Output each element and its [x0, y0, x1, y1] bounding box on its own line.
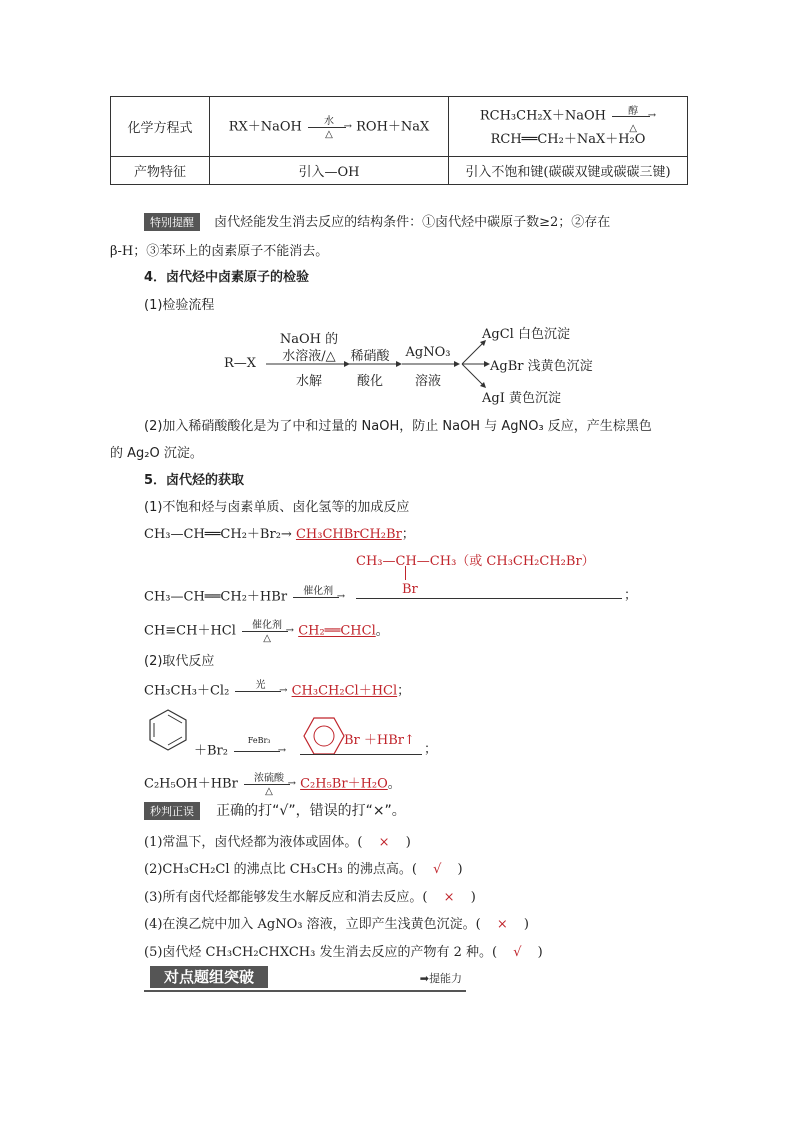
eq1-end: ； — [401, 527, 415, 542]
eq2-answer-top: CH₃—CH—CH₃（或 CH₃CH₂CH₂Br） — [356, 554, 595, 569]
banner-right-label: 提能力 — [429, 972, 462, 985]
eq3-end: 。 — [375, 623, 389, 639]
flow-start: R—X — [224, 356, 257, 371]
equation-table — [110, 96, 688, 185]
judge-item-text: (4)在溴乙烷中加入 AgNO₃ 溶液，立即产生浅黄色沉淀。( — [144, 917, 481, 932]
elim-reactants: RCH₃CH₂X＋NaOH — [479, 108, 606, 123]
arrow-cond-bot: △ — [263, 633, 271, 644]
eq3-left: CH≡CH＋HCl — [144, 623, 236, 639]
section-4-sub2-line2: 的 Ag₂O 沉淀。 — [110, 446, 203, 461]
sub-products: ROH＋NaX — [356, 119, 430, 134]
row-label-product: 产物特征 — [111, 157, 210, 185]
judge-close: ) — [457, 862, 463, 877]
eq6-end: 。 — [387, 776, 401, 792]
judge-item — [144, 858, 463, 877]
section-4-heading: 4．卤代烃中卤素原子的检验 — [144, 270, 310, 285]
banner-title: 对点题组突破 — [150, 966, 268, 988]
flow-step2-bot: 酸化 — [356, 374, 383, 389]
row-label-equation: 化学方程式 — [111, 97, 210, 157]
eq6-left: C₂H₅OH＋HBr — [144, 776, 238, 792]
judge-instruction: 正确的打“√”，错误的打“×”。 — [216, 803, 406, 819]
eq4-answer: CH₃CH₂Cl＋HCl — [291, 683, 398, 699]
arrow-cond-bot: △ — [265, 786, 273, 797]
eq5-mid: ＋Br₂ — [194, 743, 228, 759]
judge-item-text: (5)卤代烃 CH₃CH₂CHXCH₃ 发生消去反应的产物有 2 种。( — [144, 945, 498, 960]
judge-mark: × — [378, 835, 390, 850]
arrow-cond-top: 催化剂 — [303, 586, 334, 597]
equation-5 — [194, 738, 286, 764]
tip-line-2: β-H；③苯环上的卤素原子不能消去。 — [110, 244, 329, 259]
eq2-end: ； — [624, 588, 638, 603]
reaction-arrow: 光 → — [233, 678, 287, 704]
eq4-left: CH₃CH₃＋Cl₂ — [144, 683, 230, 699]
judge-header — [144, 800, 406, 820]
eq1-answer: CH₃CHBrCH₂Br — [295, 527, 402, 542]
flow-out-agi: AgI 黄色沉淀 — [482, 391, 561, 406]
elimination-equation — [449, 97, 688, 157]
substitution-equation — [210, 97, 449, 157]
section-4-sub2-line1: (2)加入稀硝酸酸化是为了中和过量的 NaOH，防止 NaOH 与 AgNO₃ 反应，产生棕黑色 — [144, 419, 652, 434]
reaction-arrow: 浓硫酸 → △ — [242, 771, 296, 797]
eq6-answer: C₂H₅Br＋H₂O — [300, 776, 388, 792]
flow-step2-top: 稀硝酸 — [350, 349, 390, 364]
judge-close: ) — [470, 890, 476, 905]
flow-out-agbr: AgBr 浅黄色沉淀 — [490, 359, 593, 374]
section-banner — [144, 966, 466, 992]
arrow-cond-top: FeBr₃ — [247, 736, 271, 745]
eq1-left: CH₃—CH══CH₂＋Br₂ — [144, 527, 281, 542]
sub-reactants: RX＋NaOH — [228, 119, 302, 134]
banner-right — [420, 970, 462, 986]
flow-step3-top: AgNO₃ — [405, 345, 451, 360]
arrow-cond-top: 光 — [255, 680, 266, 691]
eq4-end: ； — [397, 683, 411, 699]
flow-out-agcl: AgCl 白色沉淀 — [482, 327, 570, 342]
flow-arrows — [262, 330, 492, 400]
flow-step1-bot: 水解 — [295, 374, 322, 389]
tip-tag: 特别提醒 — [144, 213, 200, 231]
flow-step1-top1: NaOH 的 — [279, 332, 339, 347]
benzene-ring-icon — [146, 708, 190, 752]
judge-item-text: (1)常温下，卤代烃都为液体或固体。( — [144, 835, 363, 850]
judge-mark: √ — [433, 862, 442, 877]
arrow-cond-top: 催化剂 — [252, 620, 283, 631]
eq5-answer: Br ＋HBr↑ — [344, 733, 415, 748]
eq3-answer: CH₂══CHCl — [298, 623, 376, 639]
judge-mark: √ — [513, 945, 522, 960]
tip-text: 卤代烃能发生消去反应的结构条件：①卤代烃中碳原子数≥2；②存在 — [214, 215, 611, 230]
equation-2 — [144, 584, 345, 610]
sub-feature: 引入—OH — [210, 157, 449, 185]
arrow-right-icon: ➡ — [419, 972, 429, 985]
reaction-arrow: 催化剂 → △ — [240, 618, 294, 644]
elim-feature: 引入不饱和键(碳碳双键或碳碳三键) — [449, 157, 688, 185]
judge-item — [144, 831, 411, 850]
judge-item — [144, 913, 529, 932]
judge-close: ) — [523, 917, 529, 932]
eq2-answer-line — [356, 598, 622, 599]
judge-mark: × — [496, 917, 508, 932]
reaction-arrow: 水 → △ — [306, 114, 352, 140]
tip-line-1 — [144, 211, 610, 231]
bromobenzene-ring-icon — [300, 716, 346, 756]
eq2-bond — [405, 566, 406, 580]
arrow-cond-bot: △ — [325, 128, 333, 140]
judge-item-text: (3)所有卤代烃都能够发生水解反应和消去反应。( — [144, 890, 428, 905]
arrow-cond-top: 水 — [324, 115, 334, 127]
arrow-cond-top: 浓硫酸 — [253, 773, 284, 784]
section-5-heading: 5．卤代烃的获取 — [144, 473, 245, 488]
reaction-arrow: 醇 → △ — [610, 103, 656, 129]
arrow-cond-top: 醇 — [628, 105, 639, 117]
equation-1: CH₃—CH══CH₂＋Br₂→ CH₃CHBrCH₂Br； — [144, 527, 415, 542]
judge-tag: 秒判正误 — [144, 802, 200, 820]
judge-mark: × — [443, 890, 455, 905]
arrow-cond-bot: △ — [629, 122, 637, 134]
section-4-sub1: (1)检验流程 — [144, 298, 215, 313]
flow-step3-bot: 溶液 — [414, 374, 441, 389]
judge-item — [144, 886, 476, 905]
reaction-arrow: 催化剂 → — [291, 584, 345, 610]
eq2-answer-br: Br — [402, 582, 418, 597]
elim-products: RCH══CH₂＋NaX＋H₂O — [490, 131, 646, 147]
flow-step1-top2: 水溶液/△ — [282, 349, 336, 364]
judge-close: ) — [537, 945, 543, 960]
judge-item — [144, 941, 543, 960]
judge-close: ) — [405, 835, 411, 850]
equation-3 — [144, 618, 389, 644]
section-5-sub2: (2)取代反应 — [144, 654, 215, 669]
equation-6 — [144, 771, 401, 797]
reaction-arrow: FeBr₃ → — [232, 738, 286, 764]
section-5-sub1: (1)不饱和烃与卤素单质、卤化氢等的加成反应 — [144, 500, 410, 515]
eq5-end: ； — [424, 742, 438, 757]
judge-item-text: (2)CH₃CH₂Cl 的沸点比 CH₃CH₃ 的沸点高。( — [144, 862, 417, 877]
equation-4 — [144, 678, 410, 704]
eq5-answer-line — [300, 754, 422, 755]
eq2-left: CH₃—CH══CH₂＋HBr — [144, 589, 288, 605]
